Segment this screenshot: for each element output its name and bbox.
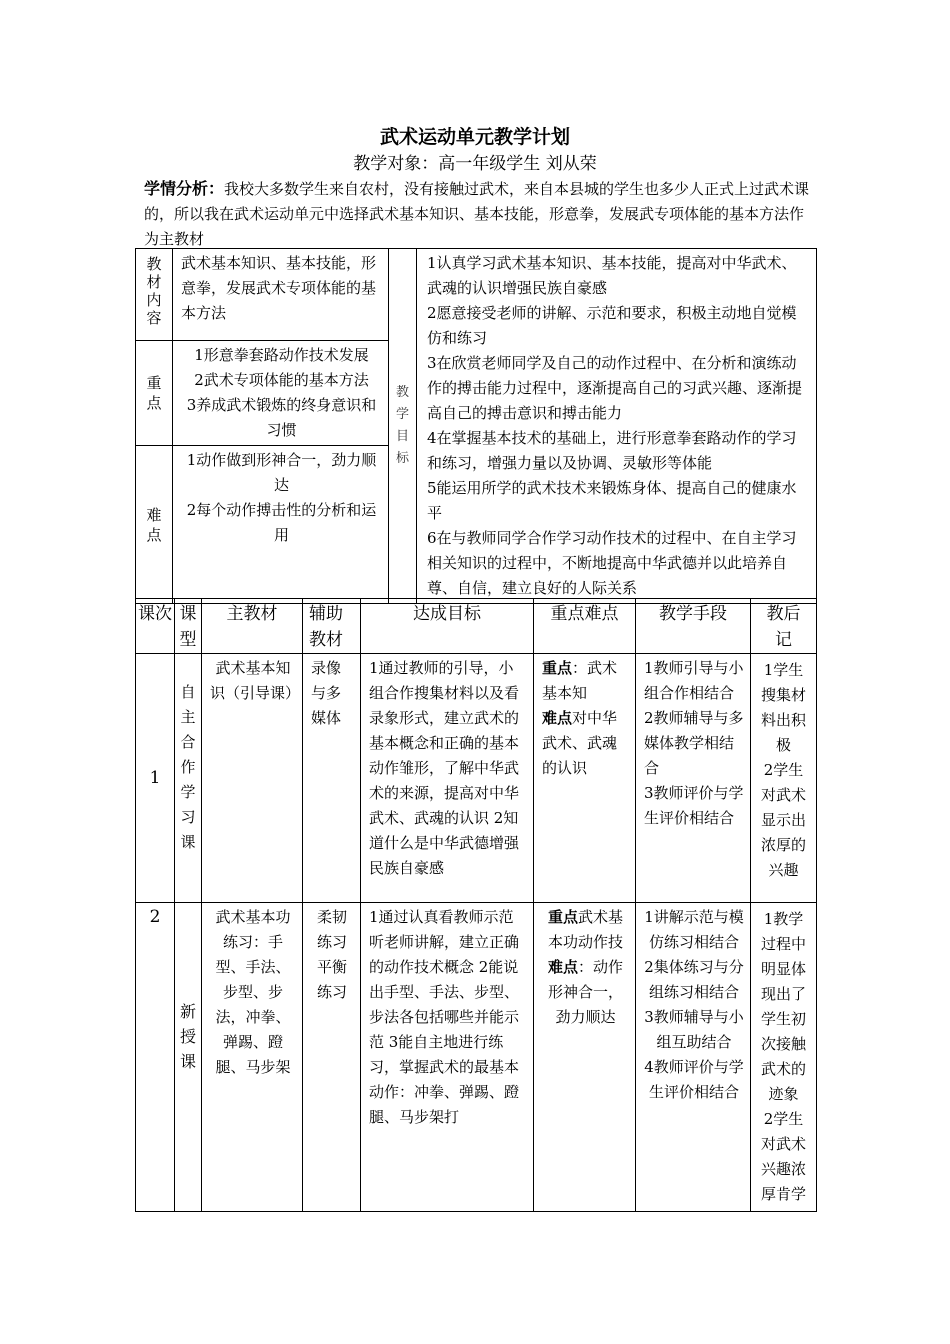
lesson-goals: 1通过教师的引导，小组合作搜集材料以及看录象形式，建立武术的基本概念和正确的基本动作雏形，了解中华武术的来源，提高对中华武术、武魂的认识 2知道什么是中华武德增强民族自豪感 xyxy=(361,654,534,903)
header-aux-material xyxy=(303,599,361,654)
key-text: 武术基本功动作技 xyxy=(547,908,624,951)
table-row xyxy=(136,903,817,1212)
lesson-number: 1 xyxy=(136,654,175,903)
difficult-point: 2每个动作搏击性的分析和运用 xyxy=(186,501,377,544)
goal-item: 1认真学习武术基本知识、基本技能，提高对中华武术、武魂的认识增强民族自豪感 xyxy=(427,254,797,297)
analysis-label: 学情分析： xyxy=(144,179,225,198)
lesson-goals: 1通过认真看教师示范听老师讲解，建立正确的动作技术概念 2能说出手型、手法、步型、步法各包括哪些并能示范 3能自主地进行练习，掌握武术的最基本动作：冲拳、弹踢、蹬腿、马步架打 xyxy=(361,903,534,1212)
reflection-item: 1教学过程中明显体现出了学生初次接触武术的迹象 xyxy=(760,910,806,1103)
key-point: 3养成武术锻炼的终身意识和习惯 xyxy=(186,396,377,439)
key-label-text: 重点 xyxy=(146,374,162,412)
difficult-label-text: 难点 xyxy=(146,505,162,544)
means-item: 1教师引导与小组合作相结合 xyxy=(644,659,744,702)
means-item: 2集体练习与分组练习相结合 xyxy=(644,958,744,1001)
key-points xyxy=(173,341,389,446)
key-difficult xyxy=(534,654,636,903)
difficult-label: 难点 xyxy=(542,709,573,727)
lesson-plan-table xyxy=(135,598,817,1212)
means-item: 3教师评价与学生评价相结合 xyxy=(644,784,744,827)
table-row xyxy=(136,654,817,903)
goals-label xyxy=(389,249,417,604)
difficult-point: 1动作做到形神合一，劲力顺达 xyxy=(186,451,377,494)
content-label-text: 教材内容 xyxy=(146,255,162,327)
difficult-label xyxy=(136,446,173,604)
reflection-item: 2学生对武术显示出浓厚的兴趣 xyxy=(760,761,806,879)
goal-item: 2愿意接受老师的讲解、示范和要求，积极主动地自觉模仿和练习 xyxy=(427,304,797,347)
header-reflection-text: 教后记 xyxy=(766,604,801,650)
key-label: 重点 xyxy=(542,659,573,677)
lesson-type-text: 自主合作学习课 xyxy=(180,683,196,851)
page-subtitle: 教学对象：高一年级学生 刘从荣 xyxy=(353,154,597,174)
teaching-means xyxy=(636,903,751,1212)
header-lesson-type xyxy=(175,599,202,654)
lesson-number: 2 xyxy=(136,903,175,1212)
means-item: 1讲解示范与模仿练习相结合 xyxy=(644,908,744,951)
goal-item: 4在掌握基本技术的基础上，进行形意拳套路动作的学习和练习，增强力量以及协调、灵敏形等体能 xyxy=(427,429,797,472)
analysis-text: 我校大多数学生来自农村，没有接触过武术，来自本县城的学生也多少人正式上过武术课的，所以我在武术运动单元中选择武术基本知识、基本技能，形意拳，发展武专项体能的基本方法作为主教材 xyxy=(144,180,810,248)
page-title: 武术运动单元教学计划 xyxy=(379,126,570,148)
goal-item: 6在与教师同学合作学习动作技术的过程中、在自主学习相关知识的过程中，不断地提高中华武德并以此培养自尊、自信，建立良好的人际关系 xyxy=(427,529,797,597)
content-text: 武术基本知识、基本技能，形意拳，发展武术专项体能的基本方法 xyxy=(173,249,389,341)
header-lesson-no xyxy=(136,599,175,654)
header-goals: 达成目标 xyxy=(361,599,534,654)
difficult-label: 难点 xyxy=(547,958,578,976)
key-label xyxy=(136,341,173,446)
difficult-text: ：动作形神合一，劲力顺达 xyxy=(547,958,624,1026)
header-lesson-no-text: 课次 xyxy=(138,604,172,624)
difficult-text: 对中华武术、武魂的认识 xyxy=(542,709,618,777)
content-label xyxy=(136,249,173,341)
key-point: 2武术专项体能的基本方法 xyxy=(194,371,369,389)
header-main-material: 主教材 xyxy=(202,599,303,654)
reflection-item: 1学生搜集材料出积极 xyxy=(760,661,806,754)
header-means: 教学手段 xyxy=(636,599,751,654)
difficult-points xyxy=(173,446,389,604)
goals-label-text: 教学目标 xyxy=(395,385,409,466)
means-item: 3教师辅导与小组互助结合 xyxy=(644,1008,744,1051)
key-label: 重点 xyxy=(547,908,578,926)
lesson-type xyxy=(175,903,202,1212)
header-reflection xyxy=(751,599,817,654)
goals-list xyxy=(417,249,817,604)
goal-item: 3在欣赏老师同学及自己的动作过程中、在分析和演练动作的搏击能力过程中，逐渐提高自己的习武兴趣、逐渐提高自己的搏击意识和搏击能力 xyxy=(427,354,803,422)
key-text: ：武术基本知 xyxy=(542,659,618,702)
header-aux-material-text: 辅助教材 xyxy=(309,604,343,650)
key-difficult xyxy=(534,903,636,1212)
goal-item: 5能运用所学的武术技术来锻炼身体、提高自己的健康水平 xyxy=(427,479,797,522)
teaching-means xyxy=(636,654,751,903)
aux-material: 录像与多媒体 xyxy=(303,654,361,903)
overview-table xyxy=(135,248,817,604)
header-lesson-type-text: 课型 xyxy=(179,604,197,650)
header-key-difficult: 重点难点 xyxy=(534,599,636,654)
lesson-type xyxy=(175,654,202,903)
lesson-type-text: 新授课 xyxy=(180,1002,197,1071)
aux-material: 柔韧练习平衡练习 xyxy=(303,903,361,1212)
means-item: 4教师评价与学生评价相结合 xyxy=(644,1058,744,1101)
key-point: 1形意拳套路动作技术发展 xyxy=(194,346,369,364)
reflection-item: 2学生对武术兴趣浓厚肯学 xyxy=(760,1110,806,1203)
main-material: 武术基本知识（引导课） xyxy=(202,654,303,903)
means-item: 2教师辅导与多媒体教学相结合 xyxy=(644,709,744,777)
reflection xyxy=(751,903,817,1212)
reflection xyxy=(751,654,817,903)
analysis-paragraph xyxy=(144,176,814,252)
main-material: 武术基本功练习：手型、手法、步型、步法，冲拳、弹踢、蹬腿、马步架 xyxy=(202,903,303,1212)
